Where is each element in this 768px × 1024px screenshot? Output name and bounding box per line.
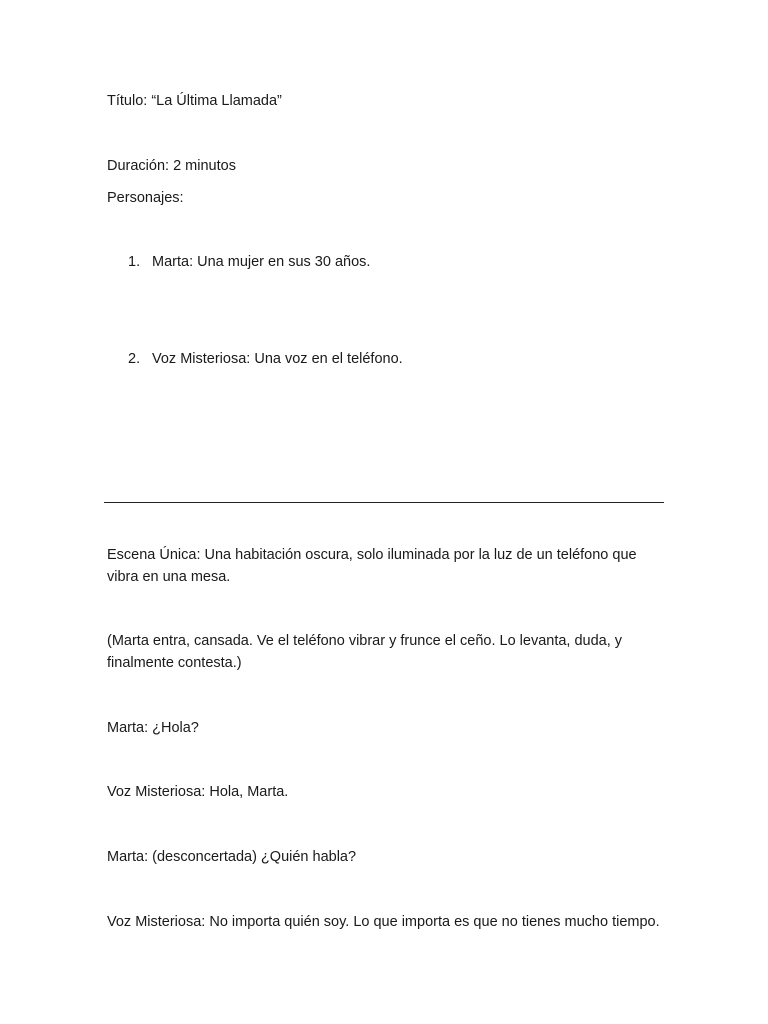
dialogue-line: Voz Misteriosa: No importa quién soy. Lo que importa es que no tienes mucho tiempo. (107, 914, 660, 930)
document-title: Título: “La Última Llamada” (107, 93, 282, 109)
list-number: 2. (128, 351, 141, 367)
character-description: Marta: Una mujer en sus 30 años. (152, 254, 371, 270)
dialogue-line: Marta: ¿Hola? (107, 720, 199, 736)
stage-direction: (Marta entra, cansada. Ve el teléfono vibrar y frunce el ceño. Lo levanta, duda, y finalmente contesta.) (107, 633, 623, 671)
character-description: Voz Misteriosa: Una voz en el teléfono. (152, 351, 403, 367)
character-list-item (128, 348, 403, 370)
list-number: 1. (128, 254, 141, 270)
dialogue-line: Voz Misteriosa: Hola, Marta. (107, 784, 289, 800)
character-list-item (128, 251, 370, 273)
scene-description: Escena Única: Una habitación oscura, solo iluminada por la luz de un teléfono que vibra en una mesa. (107, 547, 637, 585)
duration-text: Duración: 2 minutos (107, 158, 236, 174)
dialogue-line: Marta: (desconcertada) ¿Quién habla? (107, 849, 357, 865)
horizontal-divider (104, 502, 664, 503)
characters-heading: Personajes: (107, 190, 184, 206)
